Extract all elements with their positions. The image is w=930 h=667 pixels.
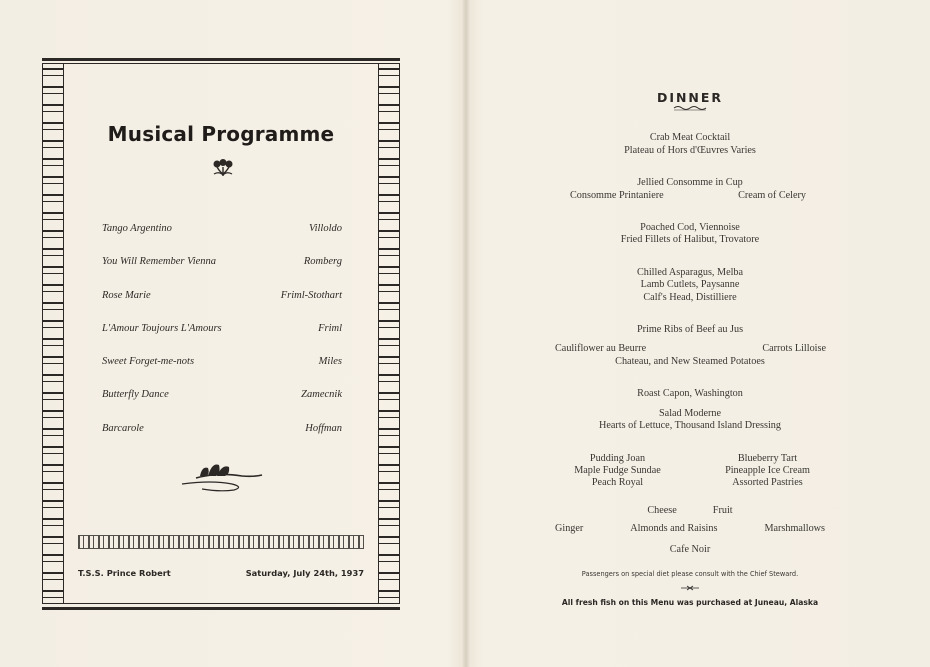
menu-item: Blueberry Tart xyxy=(737,452,798,464)
piece-composer: Miles xyxy=(318,356,342,368)
menu-title: DINNER xyxy=(656,90,724,105)
menu-item: Ginger xyxy=(555,523,584,535)
wave-ornament-icon xyxy=(673,105,707,111)
menu-item: Chilled Asparagus, Melba xyxy=(636,266,744,278)
swan-ornament-icon xyxy=(172,458,267,494)
programme-item xyxy=(102,388,342,421)
piece-title: You Will Remember Vienna xyxy=(102,256,217,268)
top-rule xyxy=(42,58,400,61)
roast-course xyxy=(540,324,840,368)
flower-ornament-icon xyxy=(210,158,236,178)
piece-title: L'Amour Toujours L'Amours xyxy=(102,322,222,334)
menu-pair xyxy=(540,190,840,202)
divider-ornament-icon xyxy=(680,585,700,591)
menu-item: Pudding Joan xyxy=(589,452,646,464)
menu-item: Consomme Printaniere xyxy=(570,189,664,201)
piece-composer: Friml-Stothart xyxy=(280,289,342,301)
menu-item: Cauliflower au Beurre xyxy=(555,343,647,355)
piece-composer: Hoffman xyxy=(305,422,342,434)
piece-title: Sweet Forget-me-nots xyxy=(102,356,195,368)
programme-title: Musical Programme xyxy=(107,122,335,146)
fish-note: All fresh fish on this Menu was purchased at Juneau, Alaska xyxy=(561,598,819,608)
programme-item xyxy=(102,322,342,355)
menu-item: Chateau, and New Steamed Potatoes xyxy=(615,355,765,367)
cheese-fruit xyxy=(540,505,840,517)
menu-pair xyxy=(540,343,840,355)
menu-item: Prime Ribs of Beef au Jus xyxy=(636,324,744,336)
piece-title: Butterfly Dance xyxy=(102,389,169,401)
menu-item: Cafe Noir xyxy=(669,543,711,555)
dinner-menu xyxy=(540,92,840,610)
menu-item: Almonds and Raisins xyxy=(630,523,718,535)
page-fold xyxy=(462,0,470,667)
menu-item: Peach Royal xyxy=(591,477,644,489)
menu-item: Roast Capon, Washington xyxy=(637,388,743,400)
menu-item: Poached Cod, Viennoise xyxy=(640,222,740,234)
menu-item: Cream of Celery xyxy=(738,189,806,201)
menu-item: Salad Moderne xyxy=(659,407,721,419)
menu-item: Lamb Cutlets, Paysanne xyxy=(640,279,740,291)
piece-composer: Zamecnik xyxy=(301,389,342,401)
dessert-column-left xyxy=(540,453,685,490)
programme-item xyxy=(102,255,342,288)
piece-composer: Friml xyxy=(318,322,342,334)
programme-item xyxy=(102,355,342,388)
menu-item: Hearts of Lettuce, Thousand Island Dressing xyxy=(598,420,781,432)
menu-item: Fruit xyxy=(712,504,733,516)
menu-item: Maple Fudge Sundae xyxy=(574,464,661,476)
nuts-row xyxy=(540,523,840,535)
soup-course xyxy=(540,177,840,202)
menu-item: Jellied Consomme in Cup xyxy=(637,177,743,189)
menu-item: Calf's Head, Distilliere xyxy=(643,291,737,303)
bottom-rule xyxy=(42,607,400,610)
menu-item: Marshmallows xyxy=(764,523,825,535)
dessert-column-right xyxy=(695,453,840,490)
dessert-course xyxy=(540,453,840,490)
piece-title: Tango Argentino xyxy=(102,223,172,234)
ship-name: T.S.S. Prince Robert xyxy=(78,568,171,578)
diet-note: Passengers on special diet please consult with the Chief Steward. xyxy=(581,569,799,578)
menu-item: Pineapple Ice Cream xyxy=(725,464,810,476)
menu-item: Crab Meat Cocktail xyxy=(649,132,731,144)
programme-item xyxy=(102,289,342,322)
decorative-band xyxy=(78,535,364,549)
menu-item: Plateau of Hors d'Œuvres Varies xyxy=(624,144,756,156)
entree-course xyxy=(540,267,840,304)
piece-composer: Romberg xyxy=(303,256,342,268)
menu-item: Cheese xyxy=(647,504,677,516)
programme-item xyxy=(102,422,342,455)
programme-panel xyxy=(42,58,400,610)
piece-composer: Villoldo xyxy=(308,223,342,234)
capon-course xyxy=(540,388,840,432)
menu-item: Carrots Lilloise xyxy=(762,343,826,355)
programme-list xyxy=(102,222,342,455)
piece-title: Barcarole xyxy=(102,422,144,434)
voyage-date: Saturday, July 24th, 1937 xyxy=(245,568,364,578)
menu-item: Assorted Pastries xyxy=(732,477,803,489)
fish-course xyxy=(540,222,840,247)
programme-item xyxy=(102,222,342,255)
starters-course xyxy=(540,132,840,157)
menu-item: Fried Fillets of Halibut, Trovatore xyxy=(620,234,760,246)
piece-title: Rose Marie xyxy=(102,289,151,301)
